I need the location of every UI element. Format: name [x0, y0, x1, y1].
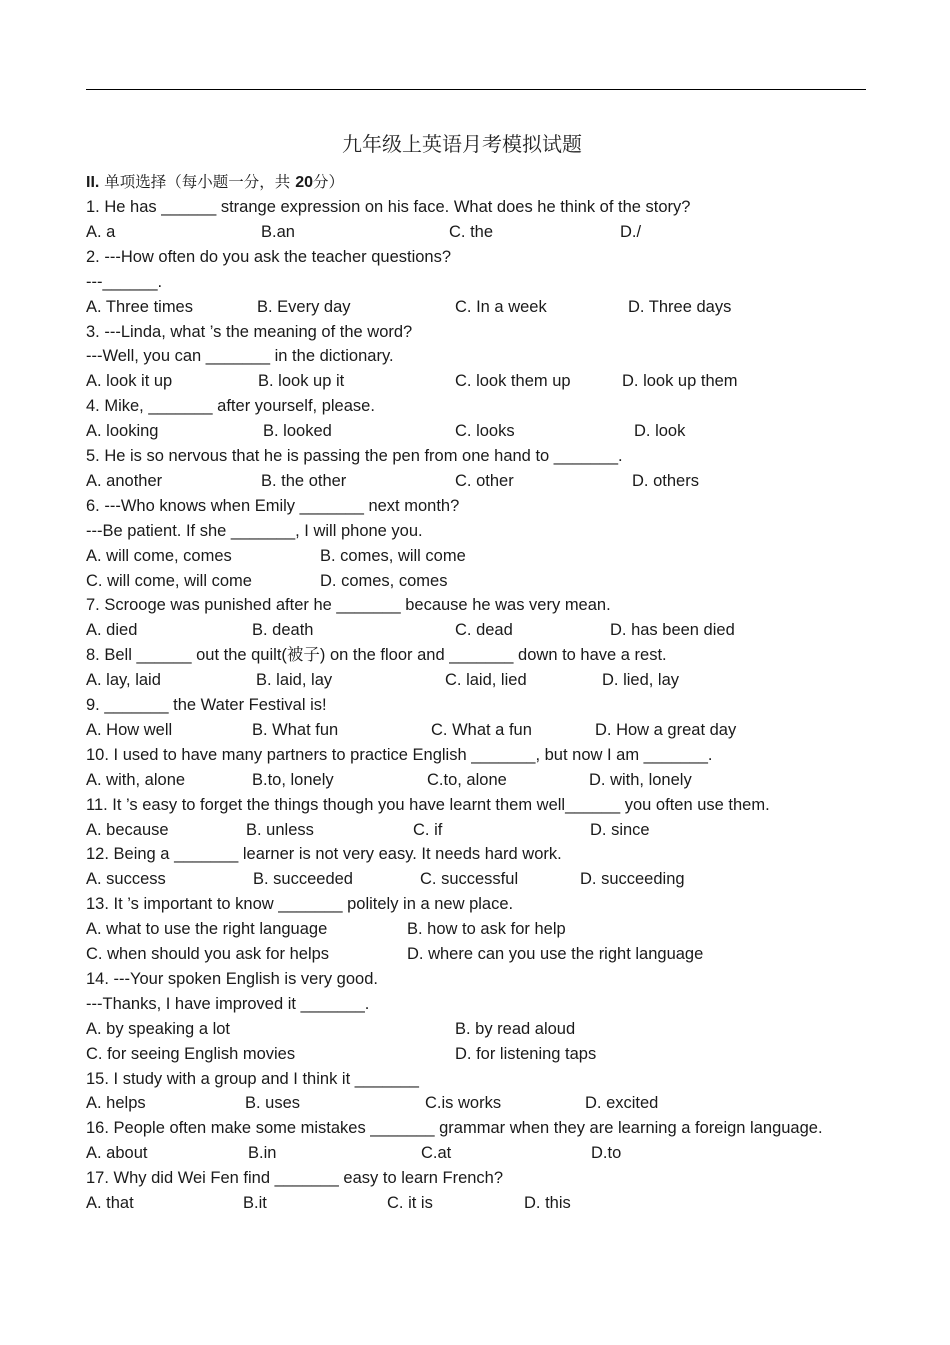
answer-option: C. for seeing English movies [86, 1044, 296, 1063]
answer-option: C. What a fun [431, 720, 532, 739]
question-stem: 5. He is so nervous that he is passing the pen from one hand to _______. [86, 447, 623, 465]
answer-option: C. when should you ask for helps [86, 945, 330, 963]
answer-option: D. comes, comes [320, 571, 448, 590]
answer-option: B.to, lonely [252, 770, 334, 789]
options-row [86, 1018, 886, 1040]
answer-option: B.in [248, 1144, 277, 1163]
answer-option: B. death [252, 621, 314, 640]
answer-option: A. looking [86, 422, 159, 441]
options-row [86, 470, 886, 492]
answer-option: C. it is [387, 1194, 433, 1212]
options-row [86, 1142, 886, 1164]
answer-option: A. died [86, 621, 138, 640]
answer-option: A. because [86, 820, 169, 839]
question-stem: 16. People often make some mistakes _______ grammar when they are learning a foreign language. [86, 1119, 823, 1138]
answer-option: A. that [86, 1194, 134, 1212]
answer-option: A. success [86, 870, 166, 889]
question-stem: 3. ---Linda, what ’s the meaning of the word? [86, 322, 413, 341]
answer-option: B. succeeded [253, 870, 353, 889]
answer-option: B. the other [261, 471, 347, 490]
answer-option: C. looks [455, 422, 515, 441]
options-row [86, 719, 886, 741]
answer-option: C. will come, will come [86, 571, 252, 590]
question-stem: 1. He has ______ strange expression on his face. What does he think of the story? [86, 198, 691, 216]
answer-option: A. will come, comes [86, 546, 232, 565]
options-row [86, 1192, 886, 1214]
question-response-line: ---Thanks, I have improved it _______. [86, 994, 370, 1013]
options-row [86, 918, 886, 940]
answer-option: B. Every day [257, 297, 351, 316]
answer-option: D. How a great day [595, 720, 737, 739]
answer-option: A. look it up [86, 372, 173, 391]
header-rule [86, 89, 866, 90]
options-row [86, 868, 886, 890]
answer-option: D. look [634, 422, 686, 441]
answer-option: D. others [632, 471, 699, 490]
question-stem: 7. Scrooge was punished after he _______ because he was very mean. [86, 596, 611, 615]
answer-option: A. with, alone [86, 770, 186, 789]
answer-option: D. this [524, 1194, 571, 1212]
options-row [86, 370, 886, 392]
answer-option: B. What fun [252, 720, 339, 739]
answer-option: C. if [413, 820, 443, 839]
answer-option: B. looked [263, 422, 332, 441]
question-stem: 9. _______ the Water Festival is! [86, 696, 327, 714]
answer-option: D. with, lonely [589, 770, 692, 789]
section-label: 单项选择（每小题一分，共 [104, 173, 291, 191]
options-row [86, 943, 886, 965]
answer-option: B. unless [246, 820, 314, 839]
answer-option: A. about [86, 1144, 148, 1163]
answer-option: B.an [261, 222, 295, 241]
options-row [86, 296, 886, 318]
answer-option: A. lay, laid [86, 671, 161, 690]
answer-option: B. by read aloud [455, 1019, 576, 1038]
answer-option: B. comes, will come [320, 546, 466, 565]
answer-option: C. the [449, 222, 494, 241]
answer-option: C. laid, lied [445, 671, 527, 690]
question-stem: 8. Bell ______ out the quilt(被子) on the floor and _______ down to have a rest. [86, 646, 667, 665]
answer-option: A. a [86, 222, 116, 241]
answer-option: D. excited [585, 1094, 659, 1113]
answer-option: C.to, alone [427, 770, 507, 789]
question-stem: 14. ---Your spoken English is very good. [86, 969, 378, 988]
answer-option: D. where can you use the right language [407, 945, 704, 963]
answer-option: C. dead [455, 621, 513, 640]
options-row [86, 769, 886, 791]
section-suffix: 分） [313, 173, 345, 191]
answer-option: C. look them up [455, 372, 571, 391]
answer-option: B.it [243, 1194, 267, 1212]
question-stem: 10. I used to have many partners to practice English _______, but now I am _______. [86, 745, 713, 764]
options-row [86, 819, 886, 841]
answer-option: B. how to ask for help [407, 920, 566, 939]
answer-option: D./ [620, 222, 642, 241]
answer-option: A. How well [86, 720, 173, 739]
question-stem: 2. ---How often do you ask the teacher questions? [86, 247, 452, 266]
answer-option: A. what to use the right language [86, 920, 328, 939]
options-row [86, 221, 886, 243]
answer-option: A. another [86, 471, 163, 490]
answer-option: D. Three days [628, 297, 732, 316]
answer-option: D. look up them [622, 372, 738, 391]
answer-option: B. uses [245, 1094, 301, 1113]
question-stem: 6. ---Who knows when Emily _______ next month? [86, 496, 460, 515]
answer-option: C. other [455, 471, 514, 490]
answer-option: D. for listening taps [455, 1044, 597, 1063]
options-row [86, 1043, 886, 1065]
section-heading [86, 170, 344, 192]
options-row [86, 1092, 886, 1114]
question-response-line: ---______. [86, 272, 163, 291]
answer-option: A. Three times [86, 297, 193, 316]
options-row [86, 545, 886, 567]
answer-option: A. by speaking a lot [86, 1019, 231, 1038]
answer-option: D. succeeding [580, 870, 685, 889]
answer-option: C. successful [420, 870, 519, 889]
question-stem: 15. I study with a group and I think it _______ [86, 1069, 419, 1088]
answer-option: D. lied, lay [602, 671, 680, 690]
answer-option: A. helps [86, 1094, 146, 1113]
options-row [86, 669, 886, 691]
page-title: 九年级上英语月考模拟试题 [342, 132, 582, 156]
options-row [86, 619, 886, 641]
options-row [86, 570, 886, 592]
options-row [86, 420, 886, 442]
question-stem: 13. It ’s important to know _______ politely in a new place. [86, 895, 514, 914]
answer-option: C.at [421, 1144, 452, 1163]
question-response-line: ---Well, you can _______ in the dictionary. [86, 347, 394, 366]
question-stem: 4. Mike, _______ after yourself, please. [86, 397, 375, 416]
answer-option: B. laid, lay [256, 671, 333, 690]
question-stem: 11. It ’s easy to forget the things though you have learnt them well______ you often use them. [86, 795, 770, 814]
question-stem: 17. Why did Wei Fen find _______ easy to learn French? [86, 1169, 504, 1188]
answer-option: D.to [591, 1144, 622, 1163]
question-stem: 12. Being a _______ learner is not very easy. It needs hard work. [86, 845, 562, 864]
answer-option: C. In a week [455, 297, 547, 316]
answer-option: B. look up it [258, 372, 345, 391]
answer-option: D. has been died [610, 621, 735, 640]
section-number: II. [86, 174, 100, 191]
answer-option: D. since [590, 820, 650, 839]
question-response-line: ---Be patient. If she _______, I will phone you. [86, 521, 423, 540]
section-points: 20 [295, 174, 314, 191]
answer-option: C.is works [425, 1094, 502, 1113]
